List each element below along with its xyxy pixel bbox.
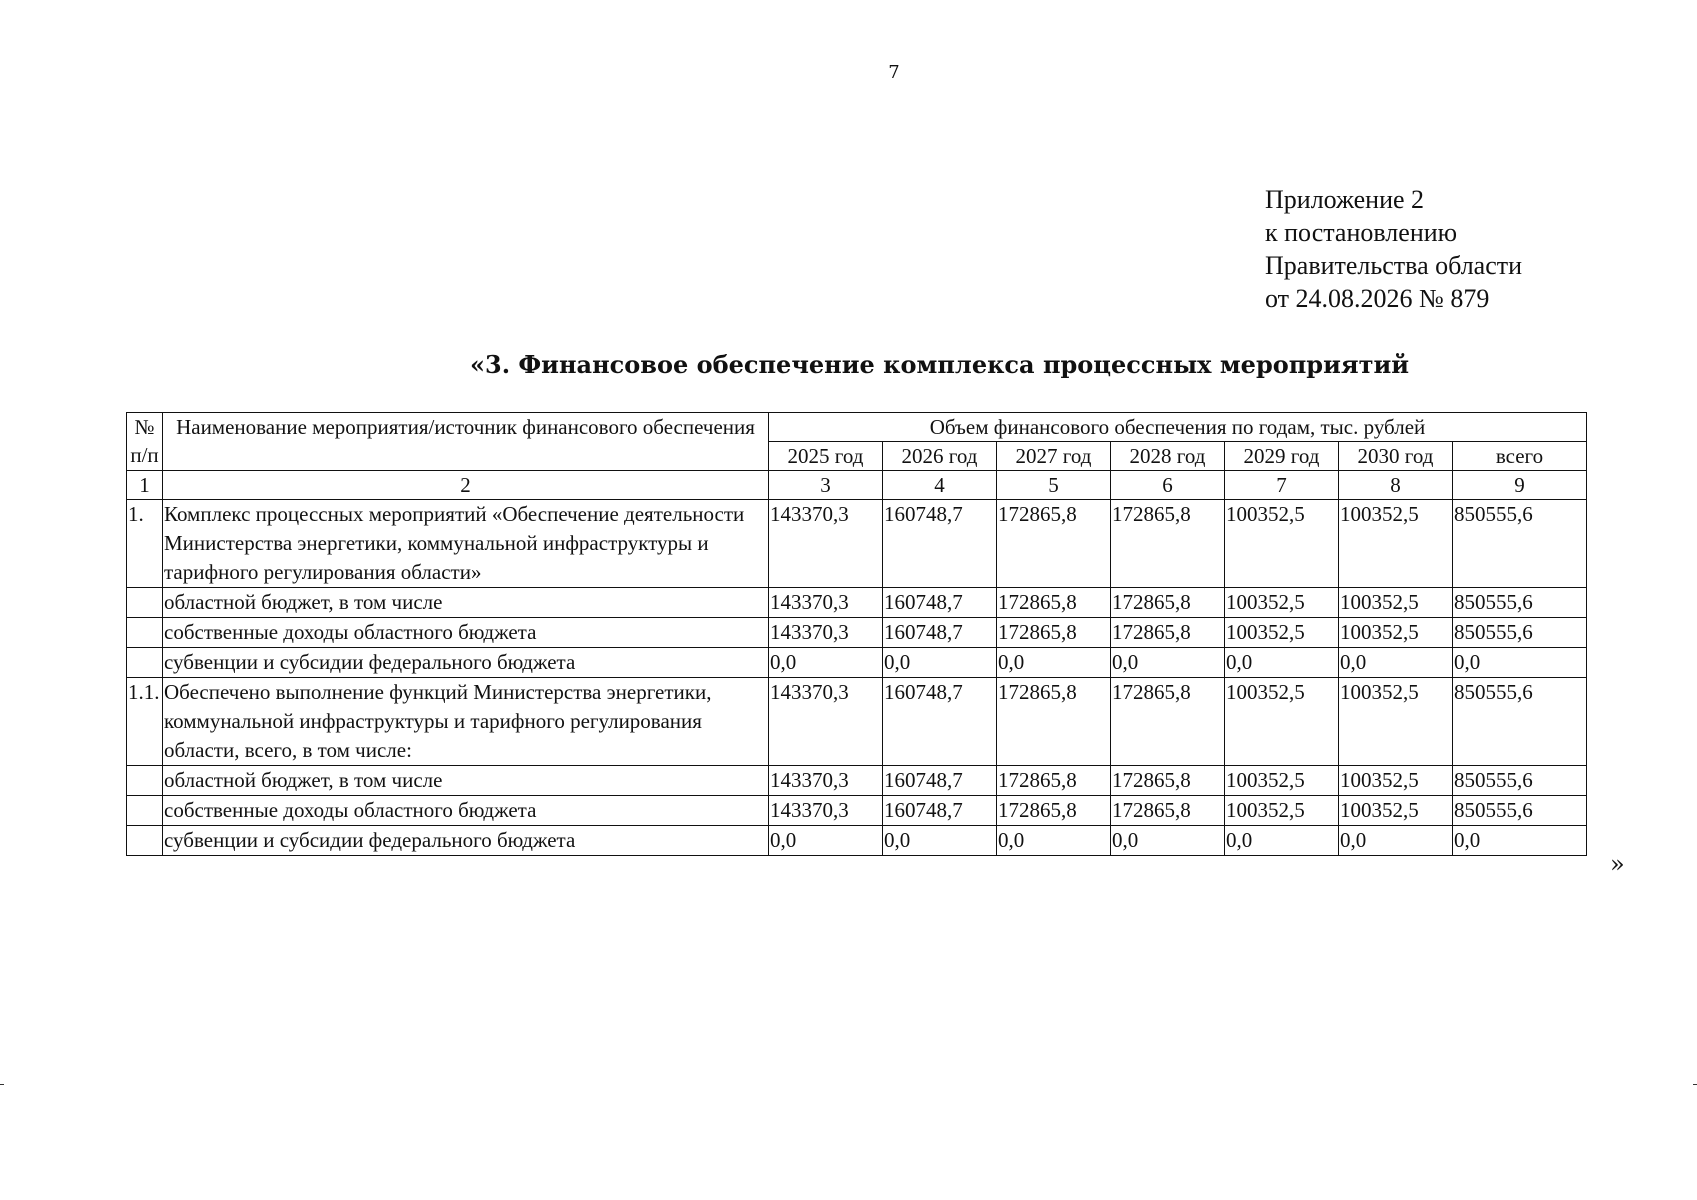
row-year-value: 143370,3	[769, 588, 883, 618]
row-year-value: 143370,3	[769, 678, 883, 766]
row-year-value: 143370,3	[769, 500, 883, 588]
row-year-value: 172865,8	[1111, 588, 1225, 618]
row-year-value: 172865,8	[997, 500, 1111, 588]
column-number: 6	[1111, 471, 1225, 500]
header-total: всего	[1453, 442, 1587, 471]
table-row	[127, 648, 1587, 678]
row-year-value: 100352,5	[1339, 588, 1453, 618]
header-num: № п/п	[127, 413, 163, 471]
row-name: собственные доходы областного бюджета	[163, 796, 769, 826]
row-year-value: 0,0	[883, 648, 997, 678]
column-number: 2	[163, 471, 769, 500]
table-body	[127, 500, 1587, 856]
row-number	[127, 618, 163, 648]
column-number: 4	[883, 471, 997, 500]
row-year-value: 160748,7	[883, 500, 997, 588]
table-column-numbers-row	[127, 471, 1587, 500]
row-year-value: 143370,3	[769, 766, 883, 796]
header-volume-group: Объем финансового обеспечения по годам, тыс. рублей	[769, 413, 1587, 442]
row-number: 1.	[127, 500, 163, 588]
appendix-line: от 24.08.2026 № 879	[1265, 284, 1490, 313]
row-year-value: 172865,8	[997, 678, 1111, 766]
row-year-value: 100352,5	[1339, 500, 1453, 588]
row-year-value: 172865,8	[1111, 766, 1225, 796]
financing-table	[126, 412, 1587, 856]
row-year-value: 100352,5	[1225, 588, 1339, 618]
row-year-value: 172865,8	[1111, 500, 1225, 588]
row-year-value: 100352,5	[1225, 796, 1339, 826]
row-name: собственные доходы областного бюджета	[163, 618, 769, 648]
header-year: 2028 год	[1111, 442, 1225, 471]
row-number	[127, 826, 163, 856]
row-total-value: 850555,6	[1453, 796, 1587, 826]
column-number: 7	[1225, 471, 1339, 500]
row-number: 1.1.	[127, 678, 163, 766]
header-year: 2027 год	[997, 442, 1111, 471]
row-year-value: 172865,8	[997, 796, 1111, 826]
row-year-value: 172865,8	[997, 588, 1111, 618]
row-year-value: 172865,8	[997, 618, 1111, 648]
page-number: 7	[888, 62, 900, 83]
row-year-value: 0,0	[1225, 826, 1339, 856]
row-number	[127, 766, 163, 796]
column-number: 8	[1339, 471, 1453, 500]
row-total-value: 850555,6	[1453, 500, 1587, 588]
row-year-value: 160748,7	[883, 678, 997, 766]
row-year-value: 160748,7	[883, 588, 997, 618]
table-row	[127, 796, 1587, 826]
row-year-value: 160748,7	[883, 766, 997, 796]
table-row	[127, 618, 1587, 648]
row-year-value: 172865,8	[1111, 618, 1225, 648]
row-year-value: 0,0	[1111, 826, 1225, 856]
row-total-value: 850555,6	[1453, 588, 1587, 618]
row-number	[127, 648, 163, 678]
row-year-value: 100352,5	[1225, 618, 1339, 648]
closing-quote: »	[1610, 850, 1625, 878]
row-name: субвенции и субсидии федерального бюджета	[163, 648, 769, 678]
row-number	[127, 588, 163, 618]
row-year-value: 0,0	[883, 826, 997, 856]
row-name: областной бюджет, в том числе	[163, 766, 769, 796]
row-year-value: 0,0	[769, 826, 883, 856]
row-total-value: 0,0	[1453, 826, 1587, 856]
row-year-value: 160748,7	[883, 796, 997, 826]
row-year-value: 100352,5	[1339, 618, 1453, 648]
table-row	[127, 588, 1587, 618]
row-total-value: 850555,6	[1453, 766, 1587, 796]
row-year-value: 143370,3	[769, 618, 883, 648]
row-year-value: 0,0	[1339, 826, 1453, 856]
row-year-value: 172865,8	[997, 766, 1111, 796]
table-row	[127, 500, 1587, 588]
appendix-block	[1265, 183, 1522, 315]
section-title: «3. Финансовое обеспечение комплекса процессных мероприятий	[470, 350, 1410, 379]
table-row	[127, 766, 1587, 796]
row-year-value: 172865,8	[1111, 678, 1225, 766]
row-year-value: 100352,5	[1225, 500, 1339, 588]
row-name: Комплекс процессных мероприятий «Обеспечение деятельности Министерства энергетики, коммунальной инфраструктуры и тарифного регулирования области»	[163, 500, 769, 588]
header-year: 2030 год	[1339, 442, 1453, 471]
header-year: 2025 год	[769, 442, 883, 471]
row-year-value: 100352,5	[1339, 766, 1453, 796]
header-year: 2026 год	[883, 442, 997, 471]
row-total-value: 0,0	[1453, 648, 1587, 678]
row-year-value: 100352,5	[1339, 796, 1453, 826]
row-year-value: 100352,5	[1225, 766, 1339, 796]
row-year-value: 0,0	[1339, 648, 1453, 678]
row-total-value: 850555,6	[1453, 618, 1587, 648]
table-row	[127, 678, 1587, 766]
row-name: областной бюджет, в том числе	[163, 588, 769, 618]
row-year-value: 0,0	[1111, 648, 1225, 678]
column-number: 1	[127, 471, 163, 500]
appendix-line: Правительства области	[1265, 251, 1523, 280]
row-total-value: 850555,6	[1453, 678, 1587, 766]
row-year-value: 0,0	[997, 648, 1111, 678]
row-name: Обеспечено выполнение функций Министерства энергетики, коммунальной инфраструктуры и тарифного регулирования области, всего, в том числе:	[163, 678, 769, 766]
row-year-value: 100352,5	[1225, 678, 1339, 766]
appendix-line: Приложение 2	[1265, 185, 1425, 214]
row-year-value: 0,0	[997, 826, 1111, 856]
column-number: 3	[769, 471, 883, 500]
scan-edge-mark	[0, 1084, 4, 1085]
header-name: Наименование мероприятия/источник финансового обеспечения	[163, 413, 769, 471]
column-number: 9	[1453, 471, 1587, 500]
appendix-line: к постановлению	[1265, 218, 1458, 247]
row-year-value: 143370,3	[769, 796, 883, 826]
row-number	[127, 796, 163, 826]
row-year-value: 100352,5	[1339, 678, 1453, 766]
row-year-value: 160748,7	[883, 618, 997, 648]
row-year-value: 0,0	[769, 648, 883, 678]
column-number: 5	[997, 471, 1111, 500]
table-header-row	[127, 413, 1587, 442]
scan-edge-mark	[1693, 1084, 1697, 1085]
row-name: субвенции и субсидии федерального бюджета	[163, 826, 769, 856]
row-year-value: 0,0	[1225, 648, 1339, 678]
header-year: 2029 год	[1225, 442, 1339, 471]
table-row	[127, 826, 1587, 856]
row-year-value: 172865,8	[1111, 796, 1225, 826]
